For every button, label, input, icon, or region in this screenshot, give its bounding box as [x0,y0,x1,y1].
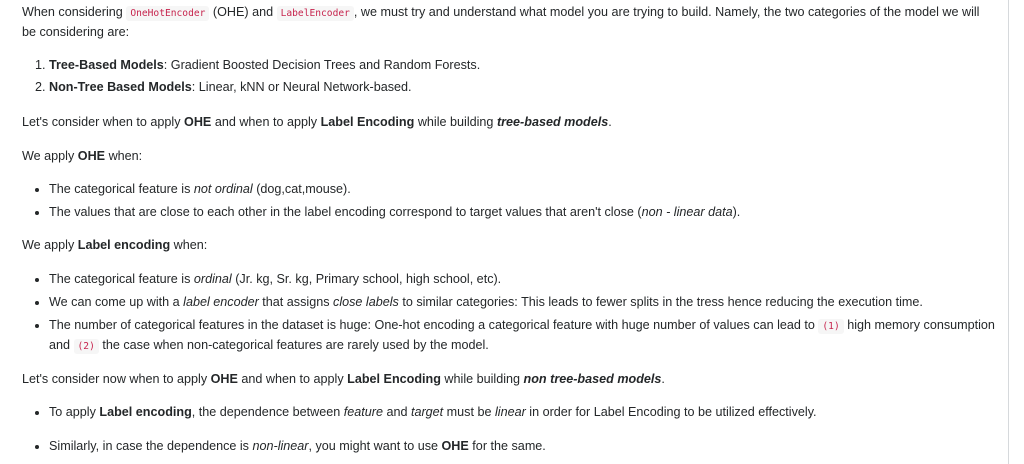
inline-code-labelencoder: LabelEncoder [277,6,354,21]
text: The number of categorical features in the dataset is huge: One-hot encoding a categorical feature with huge number of values can lead to [49,318,819,332]
text: for the same. [468,439,546,453]
italic-text: feature [343,405,383,419]
text: . [661,372,665,386]
bold-text: Label encoding [99,405,192,419]
italic-text: ordinal [193,272,232,286]
text: while building [440,372,524,386]
text: Similarly, in case the dependence is [49,439,253,453]
bold-text: OHE [184,115,212,129]
text: , the dependence between [191,405,344,419]
intro-text: (OHE) and [209,5,277,19]
italic-text: not ordinal [193,182,253,196]
intro-paragraph [22,3,987,42]
model-categories-list [22,56,1009,100]
text: We apply [22,149,78,163]
label-encoding-conditions-list [22,270,1009,360]
italic-text: close labels [333,295,399,309]
text: . [608,115,612,129]
text: while building [414,115,497,129]
italic-text: linear [494,405,526,419]
model-desc: : Linear, kNN or Neural Network-based. [191,80,412,94]
text: Let's consider when to apply [22,115,185,129]
list-item [49,293,1009,312]
text: ). [732,205,741,219]
list-item [49,78,1009,97]
text: , you might want to use [308,439,442,453]
text: when: [105,149,143,163]
bold-text: OHE [77,149,106,163]
ohe-paragraph [22,147,142,166]
list-item [49,180,1009,199]
text: We apply [22,238,78,252]
intro-text: , we must try and understand what model you are trying to build. Namely, the two categories of the model we will be considering are: [22,5,980,39]
model-title: Non-Tree Based Models [49,80,192,94]
bold-text: Label encoding [77,238,171,252]
non-tree-paragraph [22,370,665,389]
bold-text: Label Encoding [320,115,415,129]
text: to similar categories: This leads to fewer splits in the tress hence reducing the execution time. [398,295,923,309]
model-title: Tree-Based Models [49,58,164,72]
italic-text: non-linear [252,439,309,453]
list-item [49,56,1009,75]
text: in order for Label Encoding to be utilized effectively. [525,405,817,419]
inline-code: (2) [74,339,99,354]
list-item [49,270,1009,289]
text: (dog,cat,mouse). [252,182,351,196]
text: high memory consumption and [49,318,995,352]
list-item [49,437,1009,456]
text: The categorical feature is [49,272,194,286]
italic-text: target [410,405,444,419]
list-item [49,403,1009,422]
text: that assigns [258,295,334,309]
ohe-conditions-list [22,180,1009,226]
italic-text: label encoder [183,295,259,309]
text: must be [443,405,495,419]
text: when: [170,238,208,252]
non-tree-conditions-list [22,403,1009,456]
text: and when to apply [237,372,348,386]
list-item [49,203,1009,222]
label-encoding-paragraph [22,236,207,255]
text: We can come up with a [49,295,184,309]
italic-text: non - linear data [641,205,733,219]
text: and [382,405,411,419]
text: The values that are close to each other in the label encoding correspond to target values that aren't close ( [49,205,642,219]
bold-text: OHE [441,439,469,453]
bold-italic-text: tree-based models [496,115,609,129]
text: the case when non-categorical features are rarely used by the model. [98,338,489,352]
bold-italic-text: non tree-based models [523,372,662,386]
tree-based-paragraph [22,113,612,132]
bold-text: OHE [210,372,238,386]
list-item [49,316,1009,356]
text: The categorical feature is [49,182,194,196]
text: (Jr. kg, Sr. kg, Primary school, high school, etc). [231,272,502,286]
inline-code-onehotencoder: OneHotEncoder [126,6,209,21]
bold-text: Label Encoding [347,372,441,386]
text: Let's consider now when to apply [22,372,211,386]
text: To apply [49,405,100,419]
page-right-border [1008,0,1024,464]
model-desc: : Gradient Boosted Decision Trees and Random Forests. [163,58,481,72]
inline-code: (1) [818,319,843,334]
intro-text: When considering [22,5,127,19]
text: and when to apply [211,115,321,129]
